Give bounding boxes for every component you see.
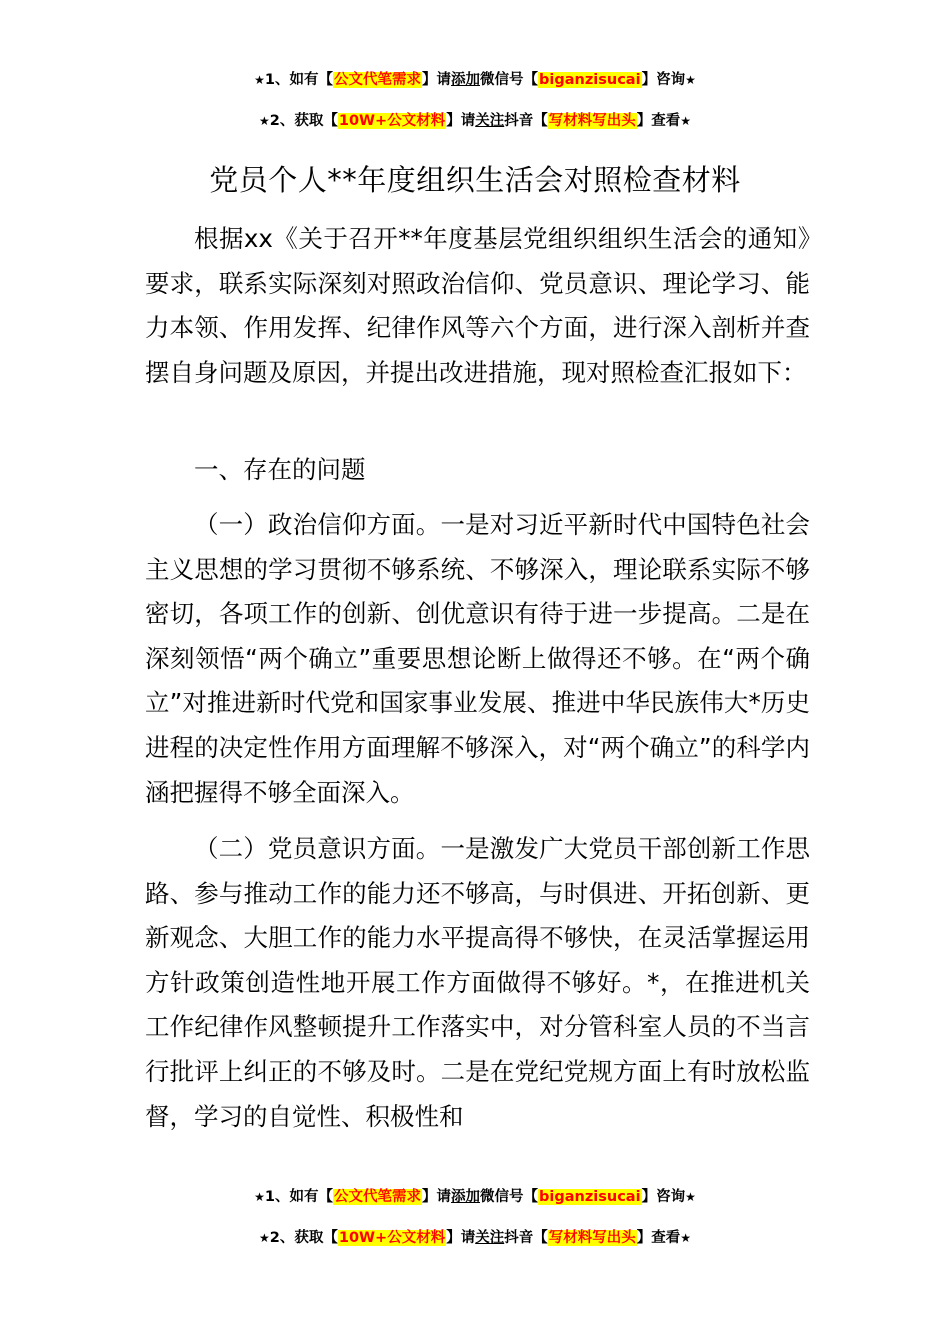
banner-top-line-1 bbox=[0, 70, 950, 90]
banner-suffix: 】查看 bbox=[636, 1230, 681, 1246]
banner-prefix: 1、如有【 bbox=[264, 72, 334, 88]
banner-text: 】请 bbox=[422, 72, 452, 88]
banner-suffix: 】咨询 bbox=[641, 1189, 686, 1205]
intro-paragraph: 根据xx《关于召开**年度基层党组织组织生活会的通知》要求，联系实际深刻对照政治信仰、党员意识、理论学习、能力本领、作用发挥、纪律作风等六个方面，进行深入剖析并查摆自身问题及原因，并提出改进措施，现对照检查汇报如下： bbox=[145, 224, 810, 387]
banner-highlight: biganzisucai bbox=[539, 1189, 641, 1205]
banner-suffix: 】咨询 bbox=[641, 72, 686, 88]
banner-highlight: 公文代笔需求 bbox=[334, 72, 422, 88]
banner-highlight: 公文代笔需求 bbox=[334, 1189, 422, 1205]
banner-prefix: 1、如有【 bbox=[264, 1189, 334, 1205]
document-title: 党员个人**年度组织生活会对照检查材料 bbox=[209, 163, 741, 197]
star-icon: ★ bbox=[685, 73, 696, 87]
star-icon: ★ bbox=[680, 1231, 691, 1245]
banner-highlight: 10W+公文材料 bbox=[338, 1230, 446, 1246]
banner-text: 】请 bbox=[446, 113, 476, 129]
banner-underlined: 关注 bbox=[475, 113, 505, 129]
banner-text: 微信号【 bbox=[480, 72, 539, 88]
banner-text: 】请 bbox=[446, 1230, 476, 1246]
star-icon: ★ bbox=[685, 1190, 696, 1204]
banner-prefix: 2、获取【 bbox=[269, 1230, 338, 1246]
banner-text: 】请 bbox=[422, 1189, 452, 1205]
banner-underlined: 添加 bbox=[451, 1189, 481, 1205]
star-icon: ★ bbox=[259, 114, 270, 128]
banner-prefix: 2、获取【 bbox=[269, 113, 338, 129]
banner-highlight: 写材料写出头 bbox=[548, 113, 636, 129]
banner-text: 微信号【 bbox=[480, 1189, 539, 1205]
banner-bottom-line-2 bbox=[0, 1228, 950, 1248]
section-heading: 一、存在的问题 bbox=[194, 455, 366, 484]
banner-bottom-line-1 bbox=[0, 1187, 950, 1207]
banner-suffix: 】查看 bbox=[636, 113, 681, 129]
banner-highlight: 写材料写出头 bbox=[548, 1230, 636, 1246]
star-icon: ★ bbox=[680, 114, 691, 128]
banner-text: 抖音【 bbox=[504, 113, 548, 129]
political-belief-paragraph: （一）政治信仰方面。一是对习近平新时代中国特色社会主义思想的学习贯彻不够系统、不够深入，理论联系实际不够密切，各项工作的创新、创优意识有待于进一步提高。二是在深刻领悟“两个确立”重要思想论断上做得还不够。在“两个确立”对推进新时代党和国家事业发展、推进中华民族伟大*历史进程的决定性作用方面理解不够深入，对“两个确立”的科学内涵把握得不够全面深入。 bbox=[145, 510, 810, 807]
banner-highlight: 10W+公文材料 bbox=[338, 113, 446, 129]
banner-text: 抖音【 bbox=[504, 1230, 548, 1246]
banner-highlight: biganzisucai bbox=[539, 72, 641, 88]
banner-top-line-2 bbox=[0, 111, 950, 131]
banner-underlined: 关注 bbox=[475, 1230, 505, 1246]
star-icon: ★ bbox=[259, 1231, 270, 1245]
star-icon: ★ bbox=[254, 1190, 265, 1204]
banner-underlined: 添加 bbox=[451, 72, 481, 88]
party-awareness-paragraph: （二）党员意识方面。一是激发广大党员干部创新工作思路、参与推动工作的能力还不够高，与时俱进、开拓创新、更新观念、大胆工作的能力水平提高得不够快，在灵活掌握运用方针政策创造性地开展工作方面做得不够好。*，在推进机关工作纪律作风整顿提升工作落实中，对分管科室人员的不当言行批评上纠正的不够及时。二是在党纪党规方面上有时放松监督，学习的自觉性、积极性和 bbox=[145, 834, 810, 1131]
star-icon: ★ bbox=[254, 73, 265, 87]
